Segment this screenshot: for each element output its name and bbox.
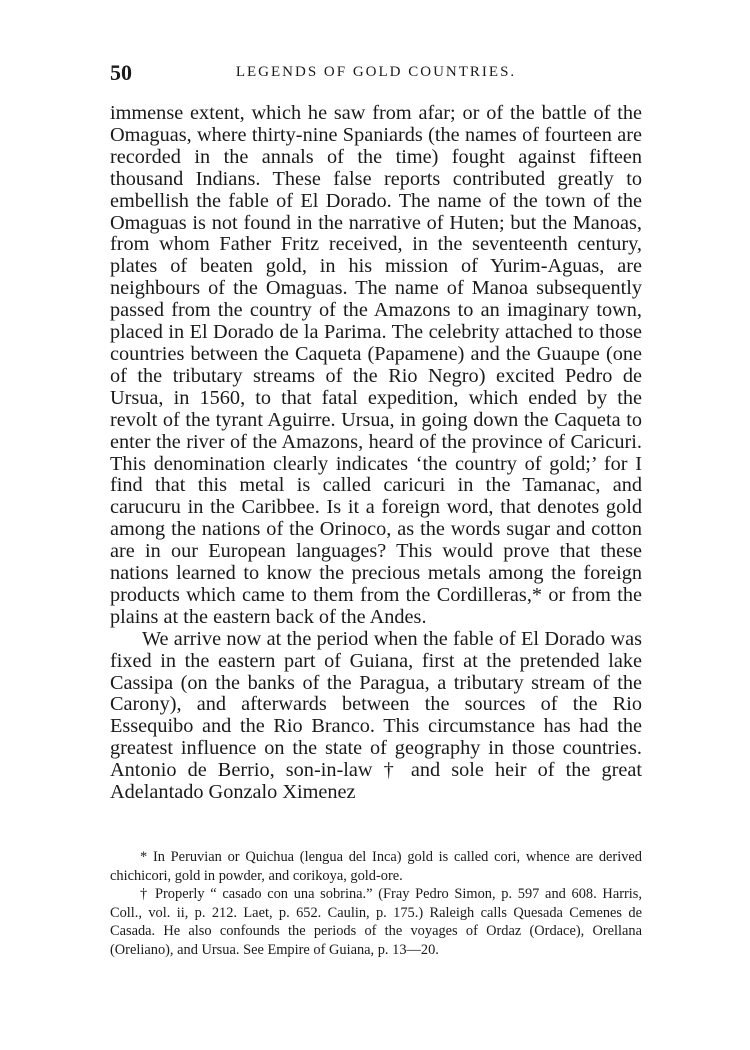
running-title: LEGENDS OF GOLD COUNTRIES. [235, 64, 517, 80]
footnote-dagger: † Properly “ casado con una sobrina.” (Fray Pedro Simon, p. 597 and 608. Harris, Coll., vol. ii, p. 212. Laet, p. 652. Caulin, p. 175.) Raleigh calls Quesada Cemenes de Casada. He also confounds the periods of the voyages of Ordaz (Ordace), Orellana (Oreliano), and Ursua. See Empire of Guiana, p. 13—20. [110, 886, 642, 958]
page-number: 50 [110, 60, 132, 85]
paragraph: We arrive now at the period when the fable of El Dorado was fixed in the eastern part of Guiana, first at the pretended lake Cassipa (on the banks of the Paragua, a tributary stream of the Carony), and afterwards between the sources of the Rio Essequibo and the Rio Branco. This circumstance has had the greatest influence on the state of geography in those countries. Antonio de Berrio, son-in-law † and sole heir of the great Adelantado Gonzalo Ximenez [110, 627, 642, 804]
paragraph-continued: immense extent, which he saw from afar; or of the battle of the Omaguas, where thirty-nine Spaniards (the names of fourteen are recorded in the annals of the time) fought against fifteen thousand Indians. These false reports contributed greatly to embellish the fable of El Dorado. The name of the town of the Omaguas is not found in the narrative of Huten; but the Manoas, from whom Father Fritz received, in the seventeenth century, plates of beaten gold, in his mission of Yurim-Aguas, are neighbours of the Omaguas. The name of Manoa subsequently passed from the country of the Amazons to an imaginary town, placed in El Dorado de la Parima. The celebrity attached to those countries between the Caqueta (Papamene) and the Guaupe (one of the tributary streams of the Rio Negro) excited Pedro de Ursua, in 1560, to that fatal expedition, which ended by the revolt of the tyrant Aguirre. Ursua, in going down the Caqueta to enter the river of the Amazons, heard of the province of Caricuri. This denomination clearly indicates ‘the country of gold;’ for I find that this metal is called caricuri in the Tamanac, and carucuru in the Caribbee. Is it a foreign word, that denotes gold among the nations of the Orinoco, as the words sugar and cotton are in our European languages? This would prove that these nations learned to know the precious metals among the foreign products which came to them from the Cordilleras,* or from the plains at the eastern back of the Andes. [110, 102, 642, 628]
footnotes [110, 848, 642, 959]
footnote-asterisk: * In Peruvian or Quichua (lengua del Inca) gold is called cori, whence are derived chichicori, gold in powder, and corikoya, gold-ore. [110, 849, 642, 884]
body-text [110, 103, 642, 804]
running-head [110, 60, 642, 90]
